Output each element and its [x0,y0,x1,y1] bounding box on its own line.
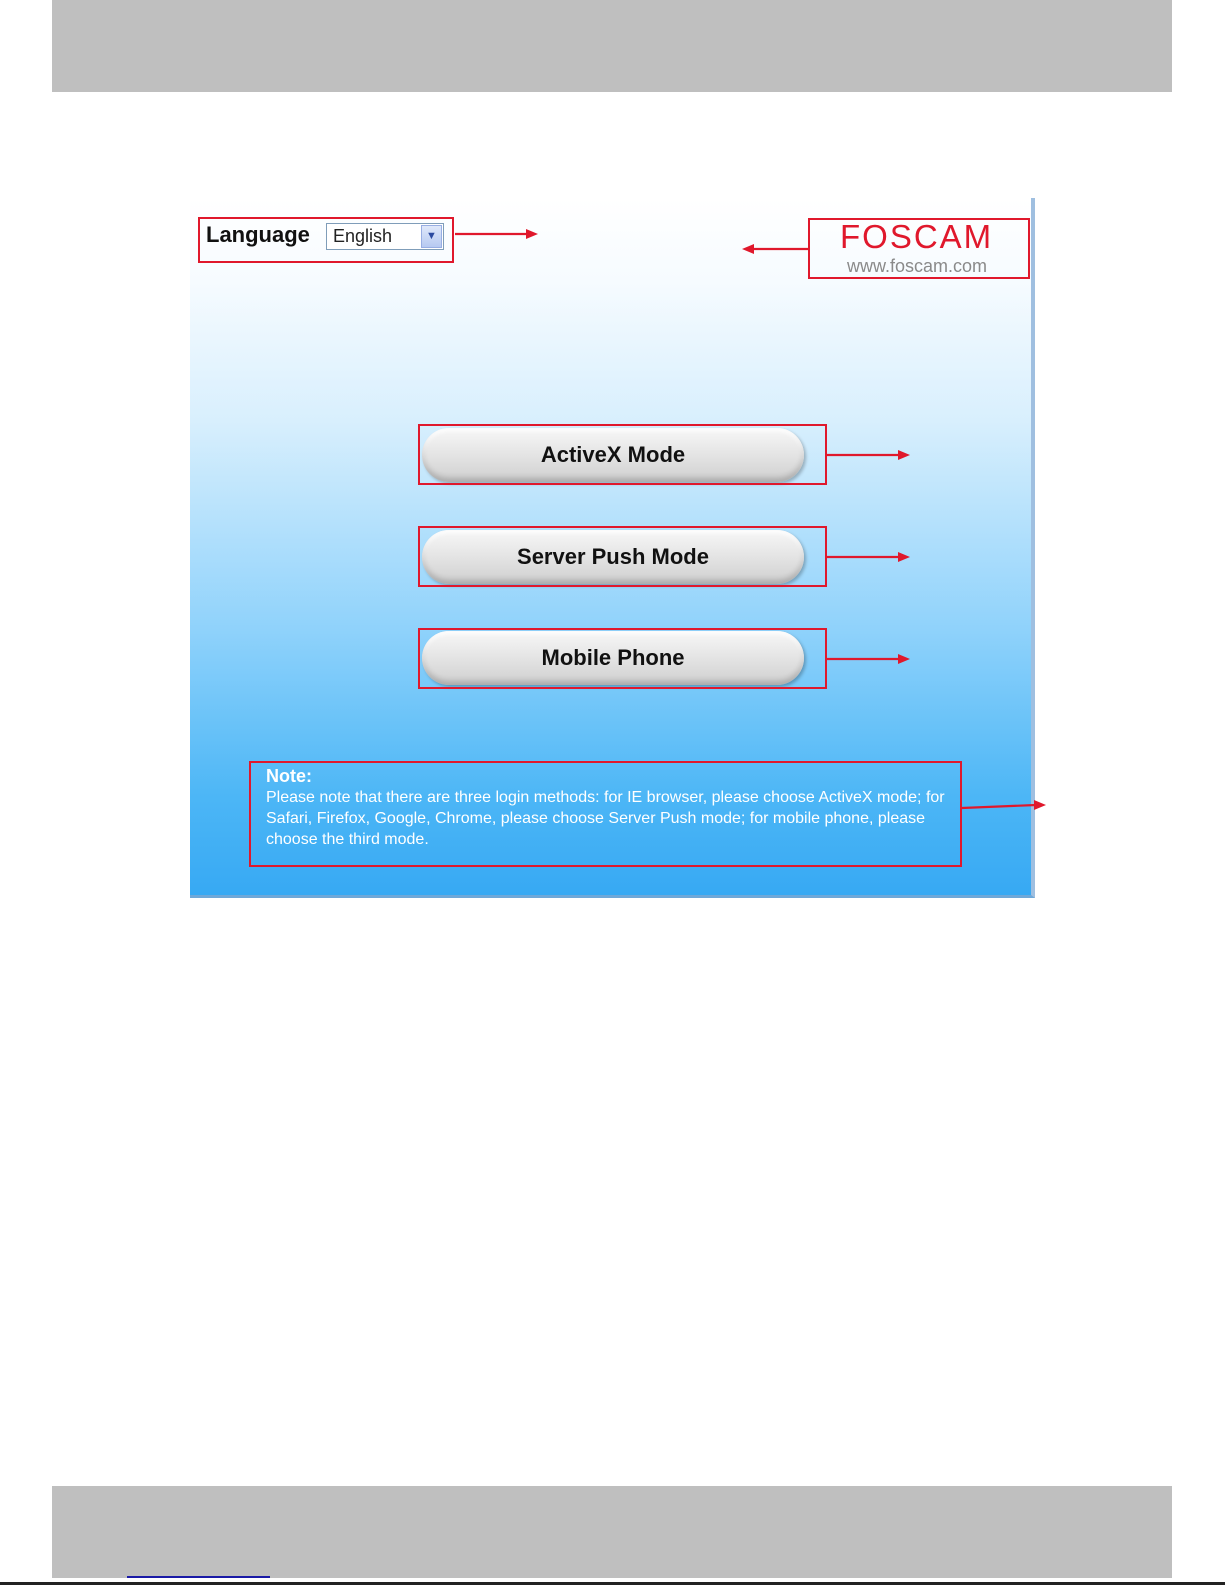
activex-mode-button[interactable]: ActiveX Mode [422,428,804,482]
language-selected-value: English [333,226,393,246]
logo-url: www.foscam.com [847,256,988,276]
note-title: Note: [266,766,312,786]
foscam-logo: FOSCAM [840,218,994,255]
page-footer-band [52,1486,1172,1578]
footer-link-underline [127,1576,270,1578]
mobile-phone-button[interactable]: Mobile Phone [422,631,804,685]
server-push-mode-button[interactable]: Server Push Mode [422,530,804,584]
chevron-down-icon[interactable]: ▼ [421,225,442,248]
language-label: Language [206,222,310,247]
arrow-note [962,805,1036,808]
note-text: Please note that there are three login methods: for IE browser, please choose ActiveX mode; for Safari, Firefox, Google, Chrome, please choose Server Push mode; for mobile phone, please choose the third mode. [266,789,945,848]
